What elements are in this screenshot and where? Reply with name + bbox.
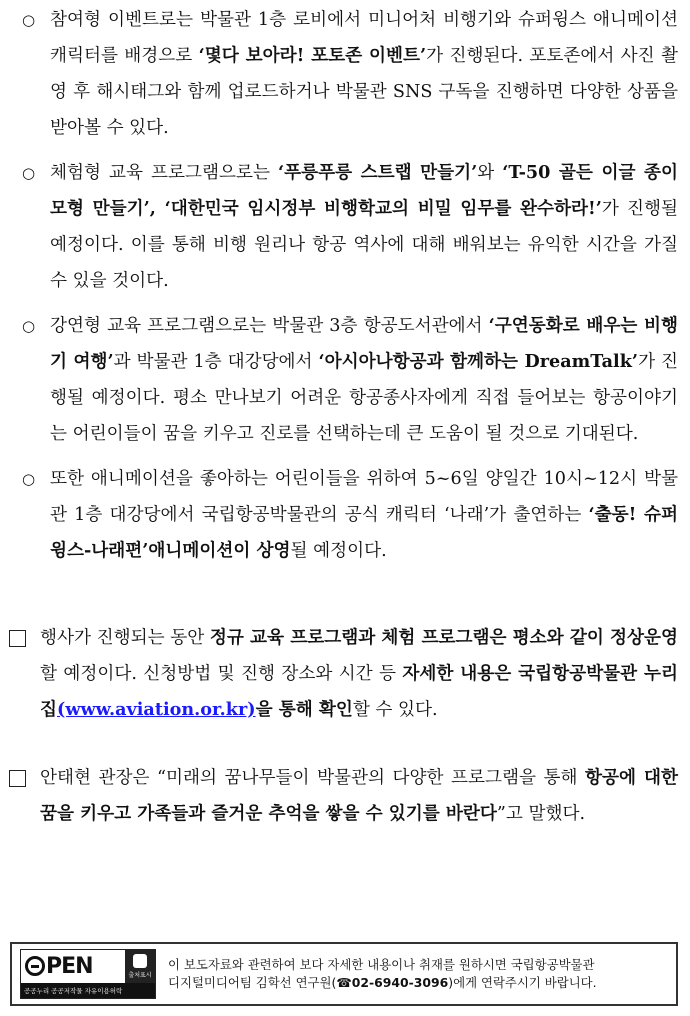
bullet-list xyxy=(0,2,690,569)
circle-bullet-icon: ○ xyxy=(22,11,36,29)
contact-footer xyxy=(10,942,678,1006)
website-link[interactable]: (www.aviation.or.kr) xyxy=(57,699,256,720)
bullet-item: ○ 참여형 이벤트로는 박물관 1층 로비에서 미니어처 비행기와 슈퍼윙스 애니메이션 캐릭터를 배경으로 ‘몇다 보아라! 포토존 이벤트’가 진행된다. 포토존에서 사진 촬영 후 해시태그와 함께 업로드하거나 박물관 SNS 구독을 진행하면 다양한 상품을 받아볼 수 있다. xyxy=(0,2,690,146)
contact-text: 이 보도자료와 관련하여 보다 자세한 내용이나 취재를 원하시면 국립항공박물관 디지털미디어팀 김학선 연구원(☎02-6940-3096)에게 연락주시기 바랍니다. xyxy=(168,957,597,990)
circle-bullet-icon: ○ xyxy=(22,164,36,182)
paragraph-quote: 안태현 관장은 “미래의 꿈나무들이 박물관의 다양한 프로그램을 통해 항공에 대한 꿈을 키우고 가족들과 즐거운 추억을 쌓을 수 있기를 바란다”고 말했다. xyxy=(0,760,690,832)
kogl-open-logo: PEN 출처표시 공공누리 공공저작물 자유이용허락 xyxy=(20,949,156,999)
checkbox-square-icon xyxy=(9,630,26,647)
attribution-badge-icon: 출처표시 xyxy=(125,950,155,983)
bullet-item: ○ 또한 애니메이션을 좋아하는 어린이들을 위하여 5~6일 양일간 10시~12시 박물관 1층 대강당에서 국립항공박물관의 공식 캐릭터 ‘나래’가 출연하는 ‘출동! 슈퍼윙스-나래편’애니메이션이 상영될 예정이다. xyxy=(0,461,690,569)
circle-bullet-icon: ○ xyxy=(22,470,36,488)
bullet-item: ○ 체험형 교육 프로그램으로는 ‘푸릉푸릉 스트랩 만들기’와 ‘T-50 골든 이글 종이 모형 만들기’, ‘대한민국 임시정부 비행학교의 비밀 임무를 완수하라!’가 진행될 예정이다. 이를 통해 비행 원리나 항공 역사에 대해 배워보는 유익한 시간을 가질 수 있을 것이다. xyxy=(0,155,690,299)
phone-icon: ☎ xyxy=(336,975,352,990)
paragraph-operation: 행사가 진행되는 동안 정규 교육 프로그램과 체험 프로그램은 평소와 같이 정상운영할 예정이다. 신청방법 및 진행 장소와 시간 등 자세한 내용은 국립항공박물관 누리집(www.aviation.or.kr)을 통해 확인할 수 있다. xyxy=(0,620,690,728)
bullet-item: ○ 강연형 교육 프로그램으로는 박물관 3층 항공도서관에서 ‘구연동화로 배우는 비행기 여행’과 박물관 1층 대강당에서 ‘아시아나항공과 함께하는 DreamTalk’가 진행될 예정이다. 평소 만나보기 어려운 항공종사자에게 직접 들어보는 항공이야기는 어린이들이 꿈을 키우고 진로를 선택하는데 큰 도움이 될 것으로 기대된다. xyxy=(0,308,690,452)
circle-bullet-icon: ○ xyxy=(22,317,36,335)
checkbox-square-icon xyxy=(9,770,26,787)
